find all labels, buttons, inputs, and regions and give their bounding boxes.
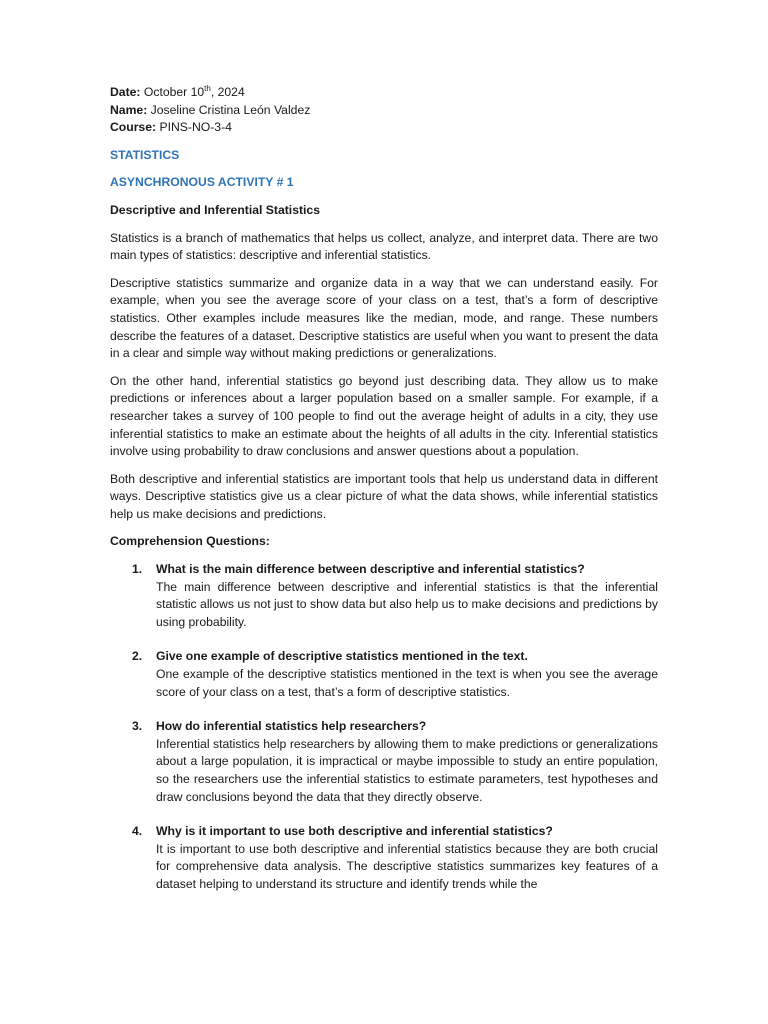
answer-text: Inferential statistics help researchers by allowing them to make predictions or generalizations about a large population, it is impractical or maybe impossible to study an entire population, so the researchers use the inferential statistics to estimate parameters, test hypotheses and draw conclusions beyond the data that they directly observe. bbox=[156, 736, 658, 804]
inferential-paragraph: On the other hand, inferential statistics go beyond just describing data. They allow us to make predictions or inferences about a larger population based on a smaller sample. For example, if a researcher takes a survey of 100 people to find out the average height of adults in a city, they use inferential statistics to make an estimate about the heights of all adults in the city. Inferential statistics involve using probability to draw conclusions and answer questions about a population. bbox=[110, 373, 658, 459]
question-item bbox=[110, 561, 658, 631]
date-label: Date: bbox=[110, 85, 141, 99]
question-text: What is the main difference between descriptive and inferential statistics? bbox=[156, 562, 585, 577]
name-line bbox=[110, 102, 658, 120]
subject-heading: STATISTICS bbox=[110, 147, 180, 162]
course-label: Course: bbox=[110, 120, 157, 135]
question-number: 1. bbox=[132, 562, 143, 577]
question-item bbox=[110, 648, 658, 701]
course-line bbox=[110, 119, 658, 137]
comprehension-title: Comprehension Questions: bbox=[110, 534, 270, 549]
date-year: , 2024 bbox=[210, 85, 245, 99]
name-label: Name: bbox=[110, 102, 148, 117]
date-line bbox=[110, 84, 658, 102]
question-text: How do inferential statistics help researchers? bbox=[156, 719, 427, 734]
question-text: Why is it important to use both descriptive and inferential statistics? bbox=[156, 824, 553, 839]
activity-heading: ASYNCHRONOUS ACTIVITY # 1 bbox=[110, 175, 294, 190]
descriptive-paragraph: Descriptive statistics summarize and organize data in a way that we can understand easily. For example, when you see the average score of your class on a test, that’s a form of descriptive statistics. Other examples include measures like the median, mode, and range. These numbers describe the features of a dataset. Descriptive statistics are useful when you want to present the data in a clear and simple way without making predictions or generalizations. bbox=[110, 275, 658, 361]
answer-text: The main difference between descriptive and inferential statistics is that the inferential statistic allows us not just to show data but also help us to make decisions and predictions by using probability. bbox=[156, 579, 658, 629]
question-number: 2. bbox=[132, 649, 143, 664]
name-value: Joseline Cristina León Valdez bbox=[150, 102, 311, 117]
questions-list bbox=[110, 561, 658, 894]
answer-text: One example of the descriptive statistics mentioned in the text is when you see the average score of your class on a test, that’s a form of descriptive statistics. bbox=[156, 667, 658, 699]
date-suffix: th bbox=[204, 83, 211, 93]
answer-text: It is important to use both descriptive and inferential statistics because they are both crucial for comprehensive data analysis. The descriptive statistics summarizes key features of a dataset helping to understand its structure and identify trends while the bbox=[156, 841, 658, 891]
section-title: Descriptive and Inferential Statistics bbox=[110, 202, 320, 217]
conclusion-paragraph: Both descriptive and inferential statistics are important tools that help us understand data in different ways. Descriptive statistics give us a clear picture of what the data shows, while inferential statistics help us make decisions and predictions. bbox=[110, 471, 658, 521]
question-number: 3. bbox=[132, 719, 143, 734]
intro-paragraph: Statistics is a branch of mathematics that helps us collect, analyze, and interpret data. There are two main types of statistics: descriptive and inferential statistics. bbox=[110, 230, 658, 263]
question-text: Give one example of descriptive statistics mentioned in the text. bbox=[156, 649, 528, 664]
question-item bbox=[110, 718, 658, 806]
course-value: PINS-NO-3-4 bbox=[159, 120, 232, 135]
question-item bbox=[110, 823, 658, 893]
document-content bbox=[110, 84, 658, 911]
date-value: October 10 bbox=[143, 85, 205, 99]
question-number: 4. bbox=[132, 824, 143, 839]
